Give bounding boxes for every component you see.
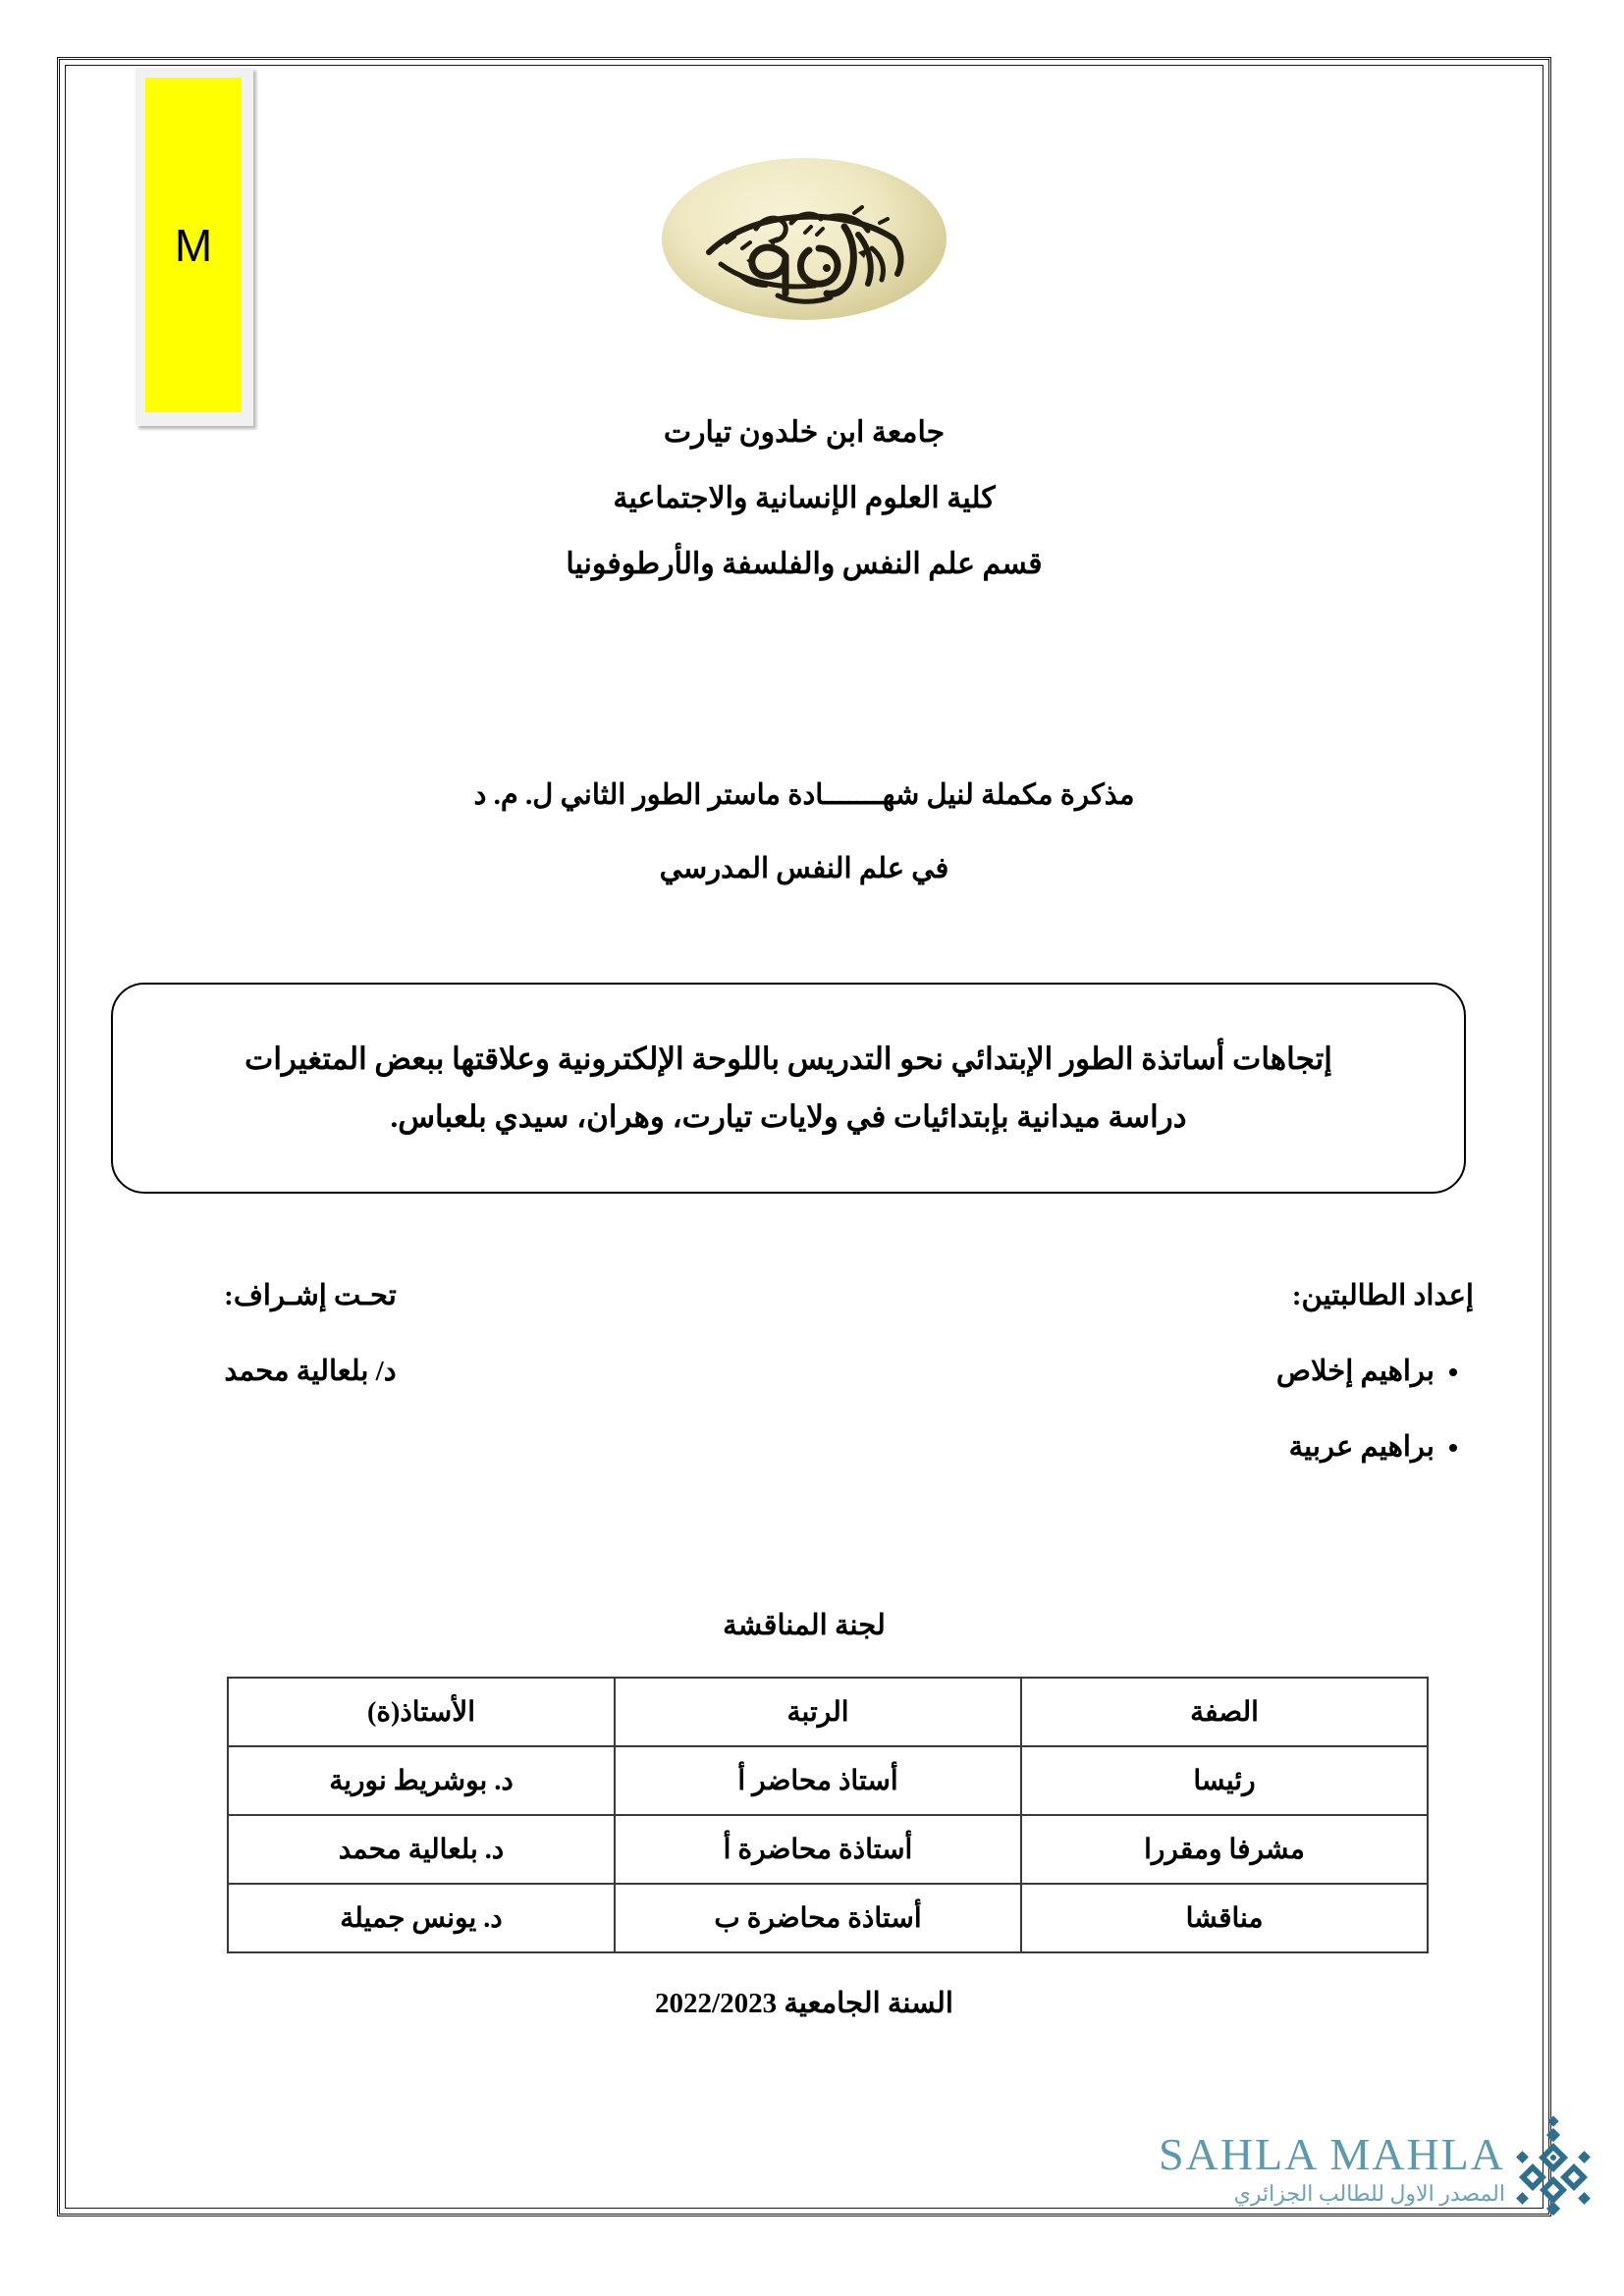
- cell-role: مشرفا ومقررا: [1021, 1815, 1428, 1884]
- faculty-name: كلية العلوم الإنسانية والاجتماعية: [613, 482, 996, 514]
- jury-table: [227, 1677, 1429, 1953]
- institution-header: [60, 418, 1548, 615]
- supervisor-label: تحـت إشـراف:: [224, 1280, 397, 1311]
- authors-block: [1052, 1282, 1474, 1509]
- list-item: • براهيم إخلاص: [1052, 1358, 1435, 1386]
- thesis-title-line-1: إتجاهات أساتذة الطور الإبتدائي نحو التدريس باللوحة الإلكترونية وعلاقتها ببعض المتغيرات: [244, 1041, 1332, 1076]
- authors-supervisor-row: [99, 1282, 1474, 1509]
- cell-name: د. يونس جميلة: [228, 1884, 615, 1952]
- watermark-text: [1134, 2128, 1505, 2210]
- sahla-mahla-watermark: [1134, 2115, 1596, 2225]
- university-name: جامعة ابن خلدون تيارت: [663, 416, 946, 449]
- watermark-subtitle: المصدر الاول للطالب الجزائري: [1233, 2180, 1505, 2206]
- cell-rank: أستاذة محاضرة ب: [615, 1884, 1021, 1952]
- table-row: [228, 1884, 1428, 1952]
- department-name: قسم علم النفس والفلسفة والأرطوفونيا: [566, 548, 1043, 580]
- supervisor-name: د/ بلعالية محمد: [224, 1356, 397, 1387]
- column-header-role: الصفة: [1021, 1678, 1428, 1746]
- degree-line-1: مذكرة مكملة لنيل شهـــــــادة ماستر الطور الثاني ل. م. د: [473, 779, 1135, 811]
- thesis-title-box: [111, 983, 1466, 1194]
- sahla-mahla-diamond-icon: [1511, 2115, 1596, 2225]
- university-seal-icon: [662, 158, 947, 320]
- cell-role: رئيسا: [1021, 1746, 1428, 1815]
- list-item: • براهيم عربية: [1052, 1433, 1435, 1462]
- degree-line-2: في علم النفس المدرسي: [659, 853, 949, 884]
- table-header-row: [228, 1678, 1428, 1746]
- cell-role: مناقشا: [1021, 1884, 1428, 1952]
- cell-name: د. بوشريط نورية: [228, 1746, 615, 1815]
- authors-list: [1052, 1358, 1474, 1462]
- cell-rank: أستاذة محاضرة أ: [615, 1815, 1021, 1884]
- column-header-name: الأستاذ(ة): [228, 1678, 615, 1746]
- table-row: [228, 1815, 1428, 1884]
- academic-year: السنة الجامعية 2022/2023: [655, 1988, 953, 2019]
- jury-section-title: لجنة المناقشة: [723, 1610, 886, 1641]
- marker-letter-m: M: [174, 219, 213, 271]
- thesis-title-line-2: دراسة ميدانية بإبتدائيات في ولايات تيارت، وهران، سيدي بلعباس.: [390, 1098, 1187, 1134]
- cell-rank: أستاذ محاضر أ: [615, 1746, 1021, 1815]
- watermark-title: SAHLA MAHLA: [1159, 2128, 1505, 2179]
- table-row: [228, 1746, 1428, 1815]
- page-border: [57, 57, 1551, 2216]
- page-content: [60, 60, 1548, 2214]
- column-header-rank: الرتبة: [615, 1678, 1021, 1746]
- cell-name: د. بلعالية محمد: [228, 1815, 615, 1884]
- supervisor-block: [99, 1282, 521, 1386]
- authors-label: إعداد الطالبتين:: [1291, 1280, 1474, 1311]
- degree-statement: [60, 781, 1548, 929]
- university-logo-container: [60, 158, 1548, 320]
